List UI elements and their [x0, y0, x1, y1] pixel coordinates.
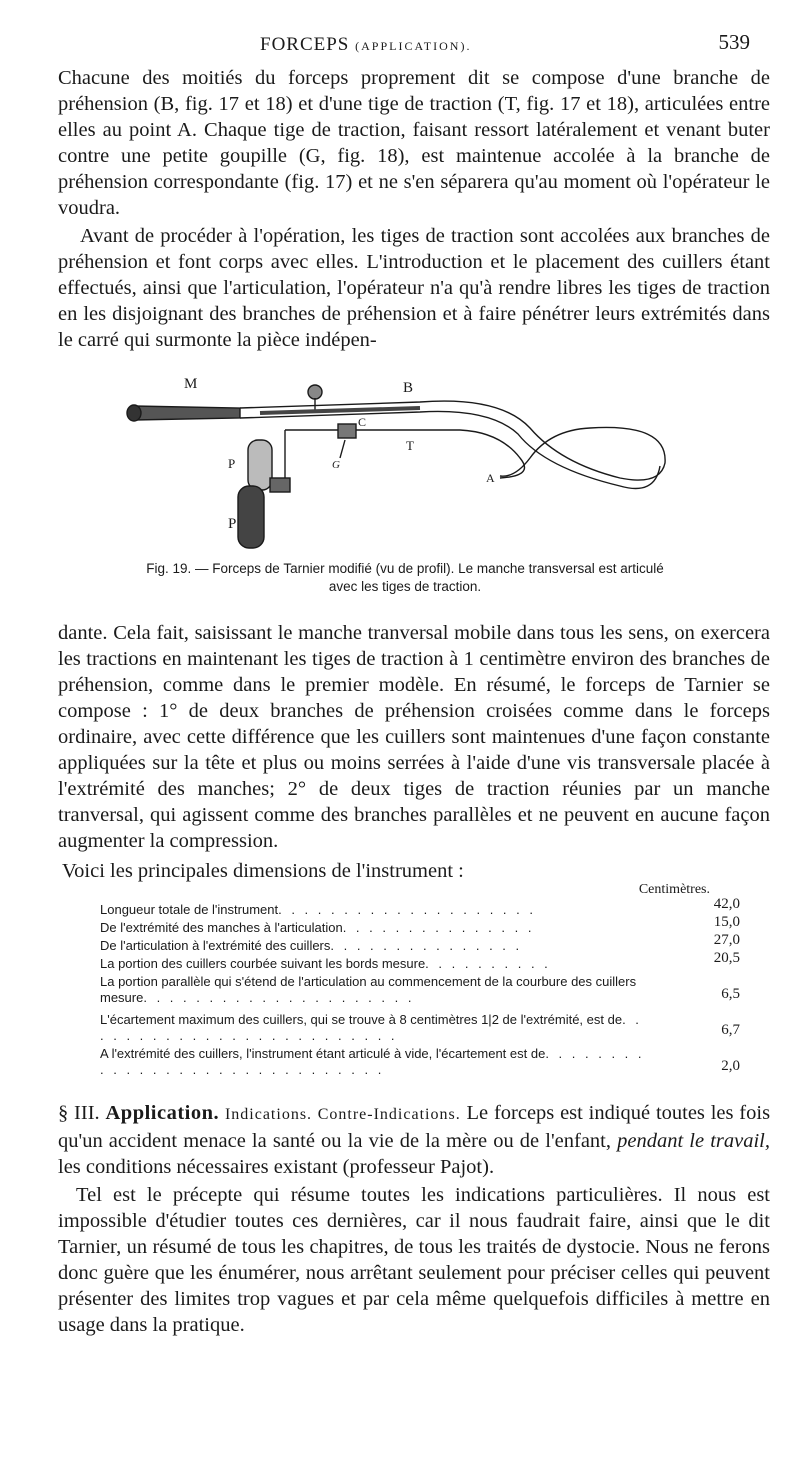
- dimension-label: [100, 974, 645, 1006]
- dimension-leader: . . . . . . . . . . . . . . . . . . . . .: [143, 990, 415, 1005]
- dimension-row: [100, 914, 740, 936]
- dimension-value: 6,5: [721, 986, 740, 1002]
- section-paragraph: [58, 1100, 770, 1180]
- dimension-leader: . . . . . . . . . . . . . . . . . . . . . . . . .: [100, 1012, 642, 1043]
- running-subtitle: (APPLICATION).: [355, 39, 472, 53]
- forceps-drawing: [127, 385, 665, 548]
- dimension-label-text: De l'articulation à l'extrémité des cuillers: [100, 938, 331, 953]
- transverse-handle-upper: [248, 440, 272, 490]
- dimension-value: 15,0: [713, 914, 740, 930]
- dimension-label-text: Longueur totale de l'instrument: [100, 902, 279, 917]
- dimension-label-text: La portion parallèle qui s'étend de l'articulation au commencement de la courbure des cuillers mesure: [100, 974, 637, 1005]
- transverse-handle-lower: [238, 486, 264, 548]
- dimension-value: 42,0: [713, 896, 740, 912]
- dimensions-unit-header: Centimètres.: [638, 882, 710, 897]
- running-title-main: FORCEPS: [260, 34, 350, 55]
- section-text-a: Le forceps est indiqué toutes les fois qu'un accident menace la santé ou la vie de la mère ou de l'enfant,: [58, 1102, 771, 1152]
- articulation-C: [338, 424, 356, 438]
- dimension-row: [100, 974, 740, 1006]
- forceps-illustration: [120, 368, 680, 563]
- dimension-label-text: De l'extrémité des manches à l'articulation: [100, 920, 343, 935]
- paragraph-6: Tel est le précepte qui résume toutes les indications particulières. Il nous est impossible d'étudier toutes ces dernières, car il nous faudrait faire, ainsi que le dit Tarnier, un résumé de tous les chapitres, de tous les traités de dystocie. Nous ne ferons donc guère que les énumérer, nous arrêtant seulement pour préciser celles qui peuvent présenter des limites trop vagues et par cela même quelquefois difficiles à mettre en usage dans la pratique.: [58, 1184, 770, 1336]
- paragraph-3: dante. Cela fait, saisissant le manche tranversal mobile dans tous les sens, on exercera les tractions en maintenant les tiges de traction à 1 centimètre environ des branches de préhension, comme dans le premier modèle. En résumé, le forceps de Tarnier se compose : 1° de deux branches de préhension croisées comme dans le forceps ordinaire, avec cette différence que les cuillers sont maintenues d'une façon constante appliquées sur la tête et plus ou moins serrées à l'aide d'une vis transversale placée à l'extrémité des manches; 2° de deux tiges de traction réunies par un manche tranversal, qui agissent comme des branches parallèles et ne peuvent en aucune façon augmenter la compression.: [58, 622, 770, 852]
- section-text-italic: pendant le travail,: [617, 1130, 770, 1152]
- label-G: G: [332, 459, 340, 471]
- handle-end: [127, 405, 141, 421]
- label-P-upper: P: [228, 456, 236, 471]
- dimension-label: [100, 938, 645, 954]
- section-text-b: les conditions nécessaires existant (professeur Pajot).: [58, 1156, 495, 1178]
- section-heading: Application.: [105, 1102, 220, 1124]
- section-marker: § III.: [58, 1102, 100, 1124]
- running-header: [60, 30, 750, 60]
- branch-B-inner: [240, 411, 660, 488]
- dimension-label: [100, 902, 645, 918]
- dimension-label: [100, 920, 645, 936]
- dimension-label-text: L'écartement maximum des cuillers, qui se trouve à 8 centimètres 1|2 de l'extrémité, est de: [100, 1012, 623, 1027]
- dimension-leader: . . . . . . . . . . . . . . . . . . . .: [278, 902, 536, 917]
- dimension-leader: . . . . . . . . . .: [425, 956, 551, 971]
- screw-head: [308, 385, 322, 399]
- dimension-label: [100, 1046, 645, 1078]
- caption-line-1: Fig. 19. — Forceps de Tarnier modifié (vu de profil). Le manche transversal est articulé: [146, 561, 664, 576]
- dimension-leader: . . . . . . . . . . . . . . .: [330, 938, 523, 953]
- paragraph-1: Chacune des moitiés du forceps proprement dit se compose d'une branche de préhension (B, fig. 17 et 18) et d'une tige de traction (T, fig. 17 et 18), articulées entre elles au point A. Chaque tige de traction, faisant ressort latéralement et venant buter contre une petite goupille (G, fig. 18), est maintenue accolée à la branche de préhension correspondante (fig. 17) et ne s'en séparera qu'au moment où l'opérateur le voudra.: [58, 67, 770, 219]
- dimension-label: [100, 956, 645, 972]
- dimension-row: [100, 896, 740, 918]
- running-title: [260, 34, 471, 56]
- handle-joint: [270, 478, 290, 492]
- dimension-label-text: A l'extrémité des cuillers, l'instrument étant articulé à vide, l'écartement est de: [100, 1046, 546, 1061]
- dimension-value: 2,0: [721, 1058, 740, 1074]
- label-C: C: [358, 415, 367, 429]
- label-A: A: [486, 471, 495, 485]
- dimension-value: 20,5: [713, 950, 740, 966]
- dimension-value: 6,7: [721, 1022, 740, 1038]
- label-B: B: [403, 380, 414, 396]
- caption-line-2: avec les tiges de traction.: [328, 579, 482, 594]
- dimension-value: 27,0: [713, 932, 740, 948]
- label-P-lower: P: [228, 516, 237, 532]
- dimension-leader: . . . . . . . . . . . . . . . . . . . . . . . . . . . . . .: [100, 1046, 645, 1077]
- figure-caption: [85, 560, 725, 596]
- label-M: M: [184, 376, 198, 392]
- label-T: T: [406, 438, 414, 453]
- paragraph-2: Avant de procéder à l'opération, les tiges de traction sont accolées aux branches de préhension et font corps avec elles. L'introduction et le placement des cuillers étant effectués, ainsi que l'articulation, l'opérateur n'a qu'à rendre libres les tiges de traction en les disjoignant des branches de préhension et à faire pénétrer leurs extrémités dans le carré qui surmonte la pièce indépen-: [58, 225, 770, 351]
- dimension-row: [100, 1046, 740, 1078]
- dimension-row: [100, 1012, 740, 1044]
- section-subheading: Indications. Contre-Indications.: [224, 1106, 461, 1123]
- dimension-leader: . . . . . . . . . . . . . . .: [342, 920, 535, 935]
- dimension-label: [100, 1012, 645, 1044]
- handle-grip: [130, 406, 240, 420]
- figure-labels: [184, 376, 495, 532]
- dimension-row: [100, 950, 740, 972]
- dimension-row: [100, 932, 740, 954]
- page-number: 539: [718, 30, 750, 54]
- pin-G: [340, 440, 345, 458]
- paragraph-4: Voici les principales dimensions de l'instrument :: [62, 860, 464, 882]
- dimension-label-text: La portion des cuillers courbée suivant les bords mesure: [100, 956, 426, 971]
